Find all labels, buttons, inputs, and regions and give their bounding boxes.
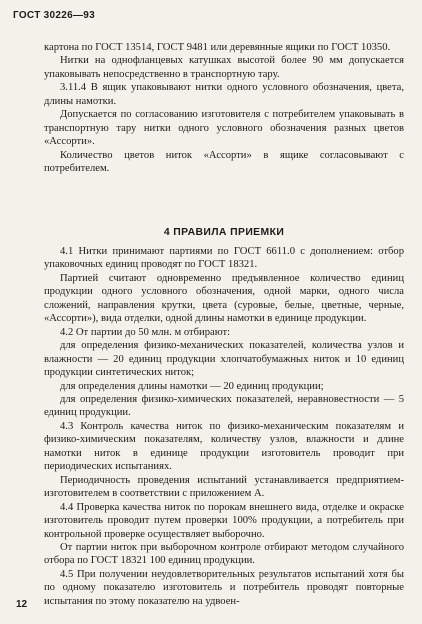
paragraph: Партией считают одновременно предъявленное количество единиц продукции одного условного обозначения, одной марки, одного числа сложений, направления крутки, цвета (суровые, белые, цветные, черные, «Ассорти»), вида отделки, одной длины намотки в единице продукции. [44, 272, 404, 325]
standard-header: ГОСТ 30226—93 [13, 10, 96, 21]
section-heading: 4 ПРАВИЛА ПРИЕМКИ [163, 227, 285, 238]
paragraph: для определения физико-механических показателей, количества узлов и влажности — 20 единиц продукции хлопчатобумажных ниток и 10 единиц продукции синтетических ниток; [44, 340, 404, 379]
paragraph: 4.1 Нитки принимают партиями по ГОСТ 6611.0 с дополнением: отбор упаковочных единиц проводят по ГОСТ 18321. [44, 246, 404, 271]
paragraph: Нитки на однофланцевых катушках высотой более 90 мм допускается упаковывать непосредственно в транспортную тару. [44, 55, 404, 80]
paragraph: Количество цветов ниток «Ассорти» в ящике согласовывают с потребителем. [44, 149, 404, 175]
paragraph: 4.4 Проверка качества ниток по порокам внешнего вида, отделке и окраске изготовитель проводит путем проверки 100% продукции, а потребитель при контрольной проверке осуществляет выборочно. [44, 501, 404, 540]
paragraph: 4.5 При получении неудовлетворительных результатов испытаний хотя бы по одному показателю изготовитель и потребитель проводят повторные испытания по этому показателю на удвоен- [44, 568, 404, 607]
paragraph: 4.3 Контроль качества ниток по физико-механическим показателям и физико-химическим показателям, количеству узлов, влажности и длине намотки ниток в единице продукции изготовитель проводит при периодических испытаниях. [44, 420, 404, 473]
paragraph: 4.2 От партии до 50 млн. м отбирают: [60, 326, 231, 338]
paragraph: картона по ГОСТ 13514, ГОСТ 9481 или деревянные ящики по ГОСТ 10350. [44, 42, 391, 53]
paragraph: Допускается по согласованию изготовителя с потребителем упаковывать в транспортную тару нитки одного условного обозначения разных цветов «Ассорти». [44, 109, 404, 148]
paragraph: От партии ниток при выборочном контроле отбирают методом случайного отбора по ГОСТ 18321 100 единиц продукции. [44, 541, 404, 567]
paragraph: для определения физико-химических показателей, неравновестности — 5 единиц продукции. [44, 393, 404, 419]
paragraph: Периодичность проведения испытаний устанавливается предприятием-изготовителем в соответствии с приложением А. [44, 474, 404, 500]
page-number: 12 [16, 599, 28, 610]
acceptance-text-block [44, 245, 404, 608]
paragraph: 3.11.4 В ящик упаковывают нитки одного условного обозначения, цвета, длины намотки. [44, 82, 404, 107]
packaging-text-block [44, 41, 404, 176]
paragraph: для определения длины намотки — 20 единиц продукции; [60, 380, 324, 392]
